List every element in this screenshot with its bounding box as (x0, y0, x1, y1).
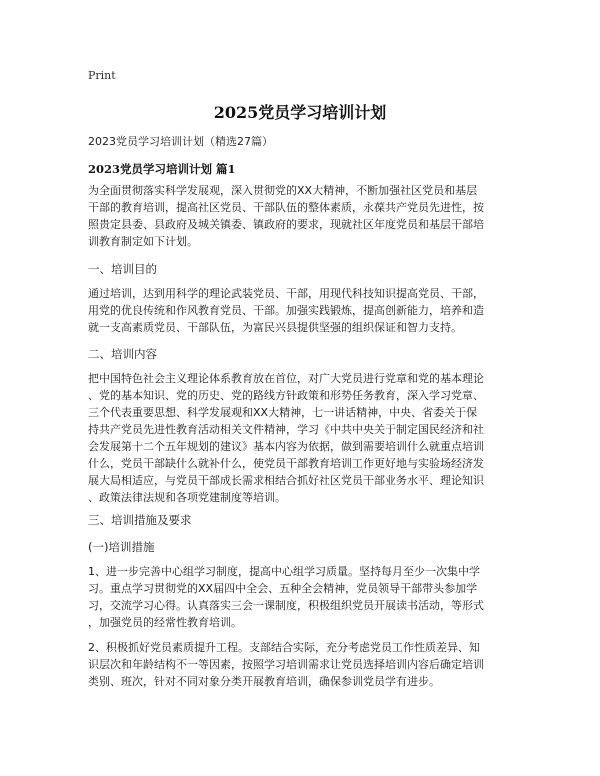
paragraph-line: 1、进一步完善中心组学习制度，提高中心组学习质量。坚持每月至少一次集中学 (88, 565, 480, 578)
paragraph-line: 什么，党员干部缺什么就补什么，使党员干部教育培训工作更好地与实验场经济发 (88, 457, 484, 470)
paragraph-line: ，加强党员的经常性教育培训。 (88, 616, 242, 629)
paragraph-line: 、党的基本知识、党的历史、党的路线方针政策和形势任务教育，深入学习党章、 (88, 389, 484, 402)
paragraph-line: 照贵定县委、县政府及城关镇委、镇政府的要求，现就社区年度党员和基层干部培 (88, 218, 484, 231)
intro-paragraph (88, 182, 528, 250)
section-heading: 2023党员学习培训计划 篇1 (88, 162, 236, 176)
heading-training-measures (88, 539, 528, 556)
paragraph-line: 为全面贯彻落实科学发展观，深入贯彻党的XX大精神，不断加强社区党员和基层 (88, 184, 478, 197)
paragraph-line: 把中国特色社会主义理论体系教育放在首位，对广大党员进行党章和党的基本理论 (88, 372, 484, 385)
print-label[interactable]: Print (88, 69, 116, 82)
heading-text: 一、培训目的 (88, 262, 157, 276)
heading-content (88, 346, 528, 363)
heading-text: 二、培训内容 (88, 347, 157, 361)
heading-text: 三、培训措施及要求 (88, 513, 192, 527)
paragraph-line: 类别、班次，针对不同对象分类开展教育培训，确保参训党员学有进步。 (88, 675, 440, 688)
heading-text: (一)培训措施 (88, 540, 155, 554)
content-paragraph (88, 370, 528, 506)
measure-1-paragraph (88, 563, 528, 631)
paragraph-line: 会发展第十二个五年规划的建议》基本内容为依据，做到需要培训什么就重点培训 (88, 440, 484, 453)
purpose-paragraph (88, 285, 528, 336)
heading-measures (88, 512, 528, 529)
document-title: 2025党员学习培训计划 (213, 103, 387, 122)
heading-purpose (88, 261, 528, 278)
paragraph-line: 识层次和年龄结构不一等因素，按照学习培训需求让党员选择培训内容后确定培训 (88, 658, 484, 671)
document-subtitle: 2023党员学习培训计划（精选27篇） (88, 135, 273, 148)
paragraph-line: 2、积极抓好党员素质提升工程。支部结合实际，充分考虑党员工作性质差异、知 (88, 641, 480, 654)
paragraph-line: 持共产党员先进性教育活动相关文件精神，学习《中共中央关于制定国民经济和社 (88, 423, 484, 436)
paragraph-line: 三个代表重要思想、科学发展观和XX大精神，七一讲话精神，中央、省委关于保 (88, 406, 478, 419)
paragraph-line: 习，交流学习心得。认真落实三会一课制度，积极组织党员开展读书活动，等形式 (88, 599, 484, 612)
paragraph-line: 习。重点学习贯彻党的XX届四中全会、五种全会精神，党员领导干部带头参加学 (88, 582, 478, 595)
paragraph-line: 用党的优良传统和作风教育党员、干部。加强实践锻炼，提高创新能力，培养和造 (88, 304, 484, 317)
paragraph-line: 就一支高素质党员、干部队伍，为富民兴县提供坚强的组织保证和智力支持。 (88, 321, 462, 334)
paragraph-line: 干部的教育培训，提高社区党员、干部队伍的整体素质，永葆共产党员先进性，按 (88, 201, 484, 214)
paragraph-line: 训教育制定如下计划。 (88, 235, 198, 248)
paragraph-line: 、政策法律法规和各项党建制度等培训。 (88, 491, 286, 504)
paragraph-line: 通过培训，达到用科学的理论武装党员、干部，用现代科技知识提高党员、干部， (88, 287, 484, 300)
paragraph-line: 展大局相适应，与党员干部成长需求相结合抓好社区党员干部业务水平、理论知识 (88, 474, 484, 487)
measure-2-paragraph (88, 639, 528, 690)
